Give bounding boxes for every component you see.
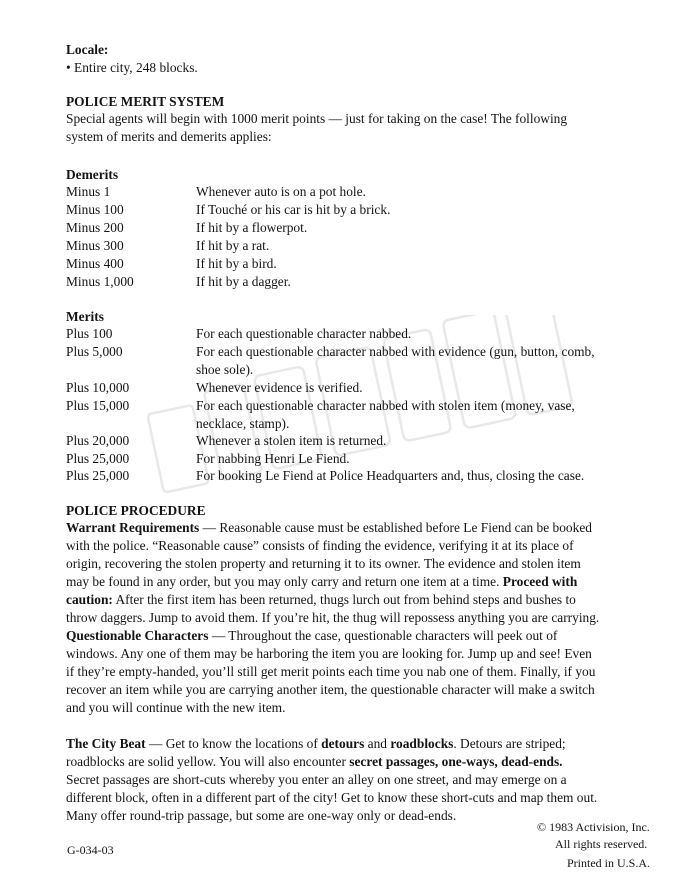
questionable-line-1: [66, 627, 638, 645]
merit-amount: Plus 20,000: [66, 433, 130, 448]
questionable-text: — Throughout the case, questionable characters will peek out of: [211, 628, 558, 643]
warrant-line-5: [66, 591, 638, 609]
warrant-line-6: throw daggers. Jump to avoid them. If you’re hit, the thug will repossess anything you are carrying.: [66, 610, 600, 625]
product-code: G-034-03: [67, 843, 114, 857]
caution-label: Proceed with: [502, 574, 578, 589]
warrant-text: may be found in any order, but you may only carry and return one item at a time.: [66, 574, 500, 589]
demerit-desc: If hit by a bird.: [196, 256, 277, 271]
merits-heading: Merits: [66, 309, 104, 324]
passage-terms: secret passages, one-ways, dead-ends.: [349, 754, 563, 769]
demerit-desc: If hit by a dagger.: [196, 274, 291, 289]
merit-amount: Plus 15,000: [66, 398, 130, 413]
demerit-desc: If hit by a rat.: [196, 238, 270, 253]
questionable-line-3: if they’re empty-handed, you’ll still get merit points each time you nab one of them. Finally, if you: [66, 664, 596, 679]
merit-intro-line-2: system of merits and demerits applies:: [66, 129, 272, 144]
city-beat-text: . Detours are striped;: [453, 736, 566, 751]
city-beat-line-3: Secret passages are short-cuts whereby you enter an alley on one street, and may emerge on a: [66, 772, 567, 787]
merit-desc: Whenever a stolen item is returned.: [196, 433, 387, 448]
merit-intro-line-1: Special agents will begin with 1000 merit points — just for taking on the case! The following: [66, 111, 568, 126]
procedure-heading: POLICE PROCEDURE: [66, 503, 206, 518]
merit-system-heading: POLICE MERIT SYSTEM: [66, 94, 225, 109]
merit-desc: For booking Le Fiend at Police Headquarters and, thus, closing the case.: [196, 468, 585, 483]
printed-notice: Printed in U.S.A.: [567, 856, 651, 870]
merit-amount: Plus 100: [66, 326, 113, 341]
demerit-amount: Minus 400: [66, 256, 124, 271]
questionable-title: Questionable Characters: [66, 628, 209, 643]
roadblocks-term: roadblocks: [390, 736, 454, 751]
demerit-amount: Minus 300: [66, 238, 124, 253]
merit-desc: For nabbing Henri Le Fiend.: [196, 451, 350, 466]
demerit-desc: Whenever auto is on a pot hole.: [196, 184, 366, 199]
merit-amount: Plus 25,000: [66, 468, 130, 483]
city-beat-title: The City Beat: [66, 736, 146, 751]
locale-heading: Locale:: [66, 42, 109, 57]
merit-desc-continued: necklace, stamp).: [196, 416, 290, 431]
demerit-desc: If hit by a flowerpot.: [196, 220, 308, 235]
questionable-line-2: windows. Any one of them may be harboring the item you are looking for. Jump up and see! Even: [66, 646, 592, 661]
questionable-line-4: recover an item while you are carrying another item, the questionable character will make a switch: [66, 682, 595, 697]
warrant-text: After the first item has been returned, thugs lurch out from behind steps and bushes to: [115, 592, 576, 607]
warrant-title: Warrant Requirements: [66, 520, 200, 535]
city-beat-line-1: [66, 735, 638, 753]
city-beat-text: roadblocks are solid yellow. You will also encounter: [66, 754, 350, 769]
rights-notice: All rights reserved.: [555, 837, 648, 851]
questionable-line-5: and you will continue with the new item.: [66, 700, 286, 715]
merit-amount: Plus 25,000: [66, 451, 130, 466]
demerit-amount: Minus 100: [66, 202, 124, 217]
merit-desc-continued: shoe sole).: [196, 362, 254, 377]
city-beat-text: — Get to know the locations of: [148, 736, 322, 751]
caution-label-cont: caution:: [66, 592, 113, 607]
locale-item: • Entire city, 248 blocks.: [66, 60, 198, 75]
city-beat-line-4: different block, often in a different part of the city! Get to know these short-cuts and map them out.: [66, 790, 598, 805]
demerits-heading: Demerits: [66, 167, 119, 182]
merit-desc: For each questionable character nabbed.: [196, 326, 412, 341]
warrant-text: — Reasonable cause must be established before Le Fiend can be booked: [202, 520, 592, 535]
demerit-desc: If Touché or his car is hit by a brick.: [196, 202, 391, 217]
detours-term: detours: [321, 736, 365, 751]
warrant-line-4: [66, 573, 638, 591]
merit-amount: Plus 10,000: [66, 380, 130, 395]
warrant-line-2: with the police. “Reasonable cause” consists of finding the evidence, verifying it at its place of: [66, 538, 574, 553]
copyright-notice: © 1983 Activision, Inc.: [537, 820, 650, 834]
merit-desc: Whenever evidence is verified.: [196, 380, 363, 395]
city-beat-line-5: Many offer round-trip passage, but some are one-way only or dead-ends.: [66, 808, 457, 823]
city-beat-text: and: [364, 736, 391, 751]
city-beat-line-2: [66, 753, 638, 771]
merit-desc: For each questionable character nabbed with stolen item (money, vase,: [196, 398, 575, 413]
demerit-amount: Minus 1,000: [66, 274, 134, 289]
merit-amount: Plus 5,000: [66, 344, 123, 359]
warrant-line-3: origin, recovering the stolen property and returning it to its owner. The evidence and stolen item: [66, 556, 581, 571]
demerit-amount: Minus 1: [66, 184, 111, 199]
demerit-amount: Minus 200: [66, 220, 124, 235]
warrant-line-1: [66, 519, 638, 537]
merit-desc: For each questionable character nabbed with evidence (gun, button, comb,: [196, 344, 595, 359]
